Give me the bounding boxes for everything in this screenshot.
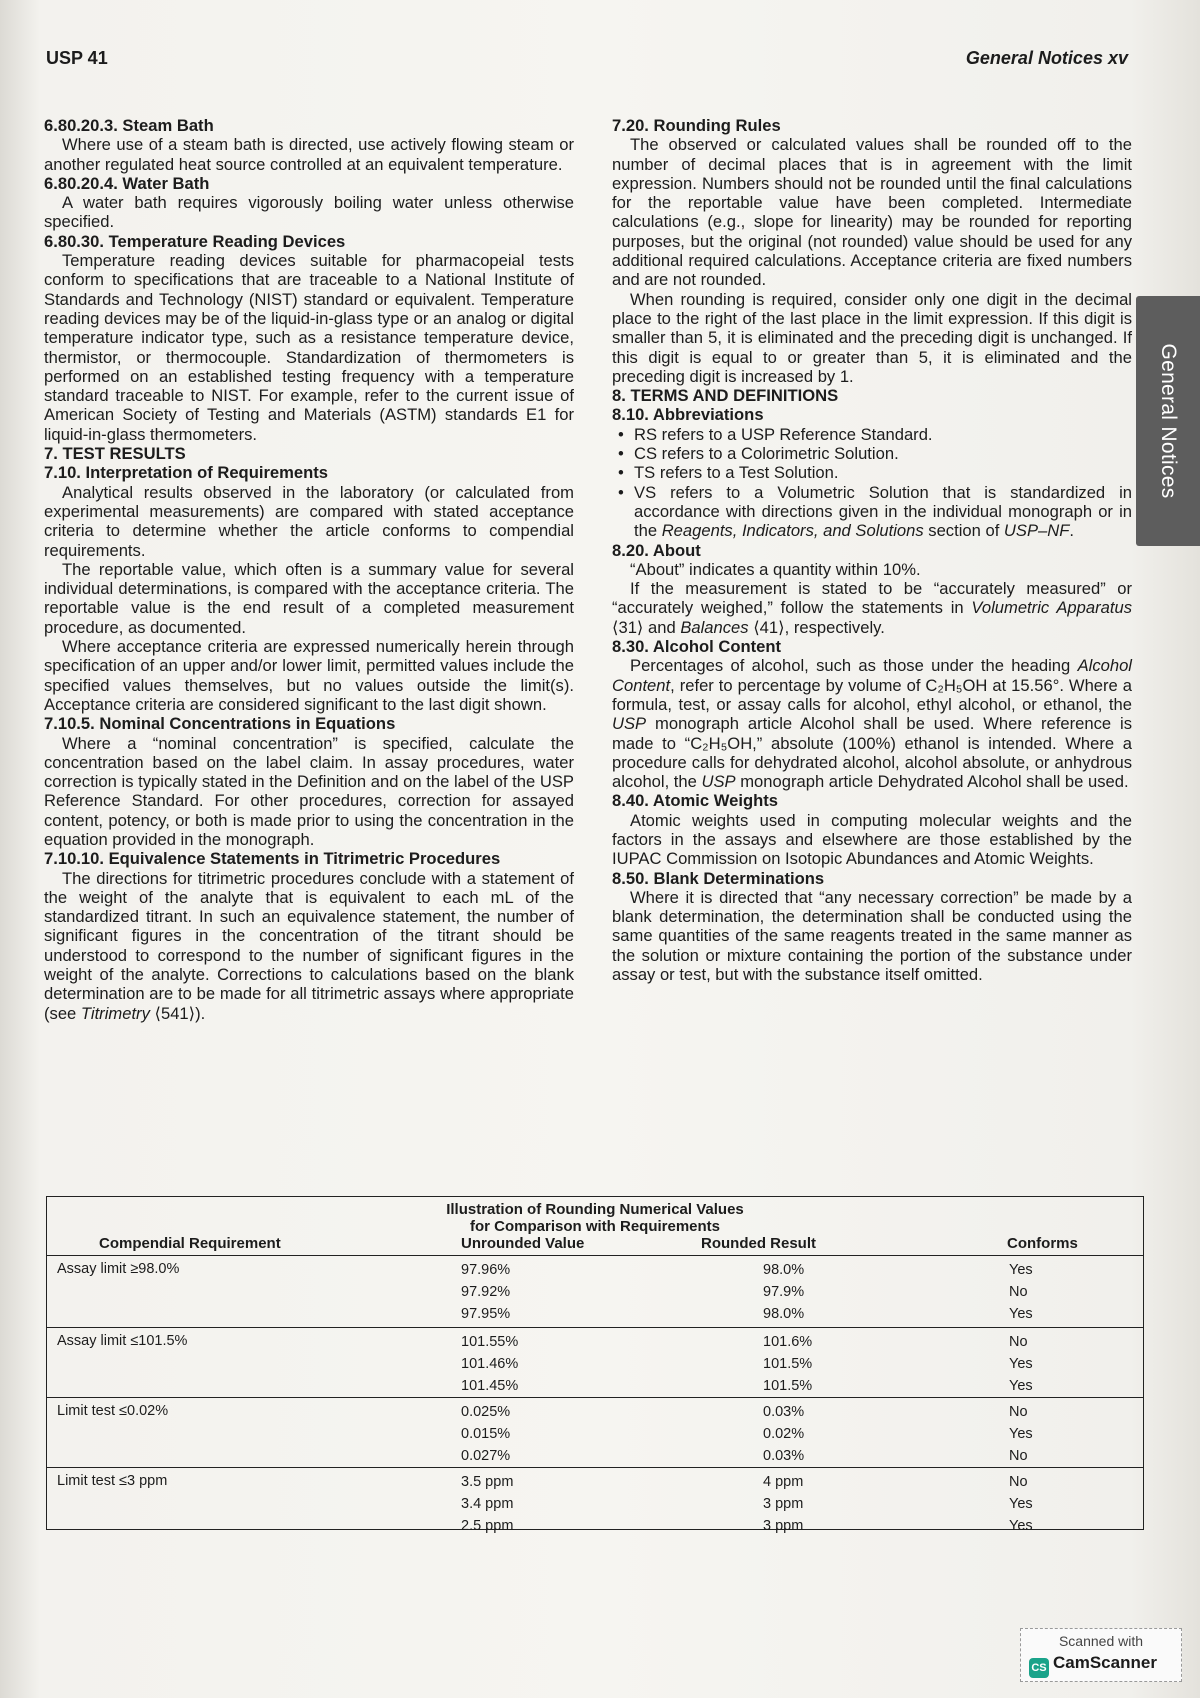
table-cell-rounded: 4 ppm 3 ppm 3 ppm — [763, 1474, 804, 1534]
heading-rounding-rules: 7.20. Rounding Rules — [612, 116, 781, 135]
right-column — [612, 116, 1132, 984]
heading-terms-definitions: 8. TERMS AND DEFINITIONS — [612, 386, 839, 406]
table-cell-unrounded: 3.5 ppm 3.4 ppm 2.5 ppm — [461, 1474, 514, 1534]
paragraph-interpretation-1: Analytical results observed in the laboratory (or calculated from experimental measurements) are compared with stated acceptance criteria to determine whether the article conforms to compendial requirements. — [44, 482, 574, 560]
ref-titrimetry: Titrimetry — [80, 1003, 150, 1023]
table-cell-unrounded: 101.55% 101.46% 101.45% — [461, 1334, 519, 1394]
abbreviation-item: • VS refers to a Volumetric Solution that is standardized in accordance with directions given in the individual monograph or in the Reagents, Indicators, and Solutions section of USP–NF. — [634, 483, 1132, 541]
heading-blank-determinations: 8.50. Blank Determinations — [612, 868, 825, 888]
paragraph-steam-bath: Where use of a steam bath is directed, use actively flowing steam or another regulated heat source controlled at an equivalent temperature. — [44, 135, 574, 174]
table-cell-rounded: 0.03% 0.02% 0.03% — [763, 1404, 805, 1464]
heading-test-results: 7. TEST RESULTS — [44, 444, 186, 464]
abbreviation-item: • CS refers to a Colorimetric Solution. — [634, 444, 1132, 463]
left-column — [44, 116, 574, 1023]
table-row-label: Limit test ≤3 ppm — [57, 1473, 168, 1489]
heading-alcohol-content: 8.30. Alcohol Content — [612, 637, 782, 657]
table-rule — [47, 1397, 1143, 1398]
section-tab-label: General Notices — [1157, 343, 1180, 499]
table-cell-unrounded: 97.96% 97.92% 97.95% — [461, 1262, 511, 1322]
paragraph-rounding-1: The observed or calculated values shall be rounded off to the number of decimal places that is in agreement with the limit expression. Numbers should not be rounded until the final calculations for the reportable value have been completed. Intermediate calculations (e.g., slope for linearity) may be rounded for reporting purposes, but the original (not rounded) value should be used for any additional required calculations. Acceptance criteria are fixed numbers and are not rounded. — [612, 135, 1132, 290]
paragraph-blank-determinations: Where it is directed that “any necessary correction” be made by a blank determination, the determination shall be conducted using the same quantities of the same reagents treated in the same manner as the solution or mixture containing the portion of the substance under assay or test, but with the substance itself omitted. — [612, 887, 1132, 985]
table-row-label: Limit test ≤0.02% — [57, 1403, 169, 1419]
table-rule — [47, 1255, 1143, 1256]
table-rule — [47, 1467, 1143, 1468]
heading-atomic-weights: 8.40. Atomic Weights — [612, 791, 778, 811]
paragraph-temperature-devices: Temperature reading devices suitable for pharmacopeial tests conform to specifications that are traceable to a National Institute of Standards and Technology (NIST) standard or equivalent. Temperature reading devices may be of the liquid-in-glass type or an analog or digital temperature indicator type, such as a resistance temperature device, thermistor, or thermocouple. Standardization of thermometers is performed on an established testing frequency with a temperature standard traceable to NIST. For example, refer to the current issue of American Society of Testing and Materials (ASTM) standards E1 for liquid-in-glass thermometers. — [44, 251, 574, 444]
table-cell-conforms: Yes No Yes — [1009, 1262, 1033, 1322]
table-cell-conforms: No Yes Yes — [1009, 1334, 1033, 1394]
paragraph-equivalence-statements: The directions for titrimetric procedures conclude with a statement of the weight of the analyte that is equivalent to each mL of the standardized titrant. In such an equivalence statement, the number of significant figures in the concentration of the titrant should be understood to correspond to the number of significant figures in the weight of the analyte. Corrections to calculations based on the blank determination are to be made for all titrimetric assays where appropriate (see Titrimetry ⟨541⟩). — [44, 868, 574, 1023]
header-left: USP 41 — [46, 48, 108, 68]
heading-interpretation: 7.10. Interpretation of Requirements — [44, 463, 328, 483]
paragraph-interpretation-2: The reportable value, which often is a summary value for several individual determinations, is compared with the acceptance criteria. The reportable value is the end result of a completed measurement procedure, as documented. — [44, 559, 574, 637]
paragraph-nominal-concentrations: Where a “nominal concentration” is specified, calculate the concentration based on the label claim. In assay procedures, water correction is typically stated in the Definition and on the label of the USP Reference Standard. For other procedures, correction for assayed content, potency, or both is made prior to using the concentration in the equation provided in the monograph. — [44, 733, 574, 849]
abbreviation-item: • RS refers to a USP Reference Standard. — [634, 425, 1132, 444]
heading-temperature-devices: 6.80.30. Temperature Reading Devices — [44, 231, 346, 251]
header-right: General Notices xv — [965, 48, 1128, 68]
paragraph-atomic-weights: Atomic weights used in computing molecular weights and the factors in the assays and elsewhere are those established by the IUPAC Commission on Isotopic Abundances and Atomic Weights. — [612, 810, 1132, 869]
col-header-conforms: Conforms — [1007, 1235, 1078, 1252]
heading-nominal-concentrations: 7.10.5. Nominal Concentrations in Equations — [44, 714, 396, 734]
table-cell-rounded: 101.6% 101.5% 101.5% — [763, 1334, 813, 1394]
watermark-line2: CS CamScanner — [1029, 1653, 1157, 1678]
paragraph-interpretation-3: Where acceptance criteria are expressed numerically herein through specification of an upper and/or lower limit, permitted values include the specified values themselves, but no values outside the limit(s). Acceptance criteria are considered significant to the last digit shown. — [44, 637, 574, 714]
paragraph-rounding-2: When rounding is required, consider only one digit in the decimal place to the right of the last place in the limit expression. If this digit is smaller than 5, it is eliminated and the preceding digit is unchanged. If this digit is equal to or greater than 5, it is eliminated and the preceding digit is increased by 1. — [612, 289, 1132, 386]
abbreviation-list — [612, 425, 1132, 541]
camscanner-logo-icon: CS — [1029, 1658, 1049, 1678]
heading-equivalence-statements: 7.10.10. Equivalence Statements in Titrimetric Procedures — [44, 849, 501, 869]
table-cell-unrounded: 0.025% 0.015% 0.027% — [461, 1404, 511, 1464]
rounding-table — [46, 1196, 1144, 1534]
table-caption-2: for Comparison with Requirements — [469, 1218, 721, 1235]
paragraph-about-2: If the measurement is stated to be “accurately measured” or “accurately weighed,” follow the statements in Volumetric Apparatus ⟨31⟩ and Balances ⟨41⟩, respectively. — [612, 579, 1132, 637]
watermark-line1: Scanned with — [1058, 1633, 1144, 1649]
paragraph-alcohol-content: Percentages of alcohol, such as those under the heading Alcohol Content, refer to percentage by volume of C₂H₅OH at 15.56°. Where a formula, test, or assay calls for alcohol, ethyl alcohol, or ethanol, the USP monograph article Alcohol shall be used. Where reference is made to “C₂H₅OH,” absolute (100%) ethanol is intended. Where a procedure calls for dehydrated alcohol, alcohol absolute, or anhydrous alcohol, the USP monograph article Dehydrated Alcohol shall be used. — [612, 656, 1132, 792]
table-cell-conforms: No Yes No — [1009, 1404, 1033, 1464]
paragraph-water-bath: A water bath requires vigorously boiling water unless otherwise specified. — [44, 193, 574, 232]
running-header — [46, 48, 1128, 74]
heading-about: 8.20. About — [612, 540, 701, 560]
table-row-label: Assay limit ≤101.5% — [57, 1333, 188, 1349]
table-cell-conforms: No Yes Yes — [1009, 1474, 1033, 1534]
paragraph-about-1: “About” indicates a quantity within 10%. — [630, 559, 921, 579]
abbreviation-item: • TS refers to a Test Solution. — [634, 463, 1132, 482]
table-row-label: Assay limit ≥98.0% — [57, 1261, 180, 1277]
table-rule — [47, 1327, 1143, 1328]
table-caption-1: Illustration of Rounding Numerical Values — [446, 1201, 744, 1218]
table-cell-rounded: 98.0% 97.9% 98.0% — [763, 1262, 805, 1322]
heading-abbreviations: 8.10. Abbreviations — [612, 405, 764, 425]
scanner-watermark — [1020, 1628, 1182, 1682]
col-header-requirement: Compendial Requirement — [99, 1235, 281, 1252]
section-tab — [1136, 296, 1200, 546]
col-header-rounded: Rounded Result — [701, 1235, 816, 1252]
col-header-unrounded: Unrounded Value — [461, 1235, 585, 1252]
heading-steam-bath: 6.80.20.3. Steam Bath — [44, 116, 214, 135]
heading-water-bath: 6.80.20.4. Water Bath — [44, 173, 210, 193]
